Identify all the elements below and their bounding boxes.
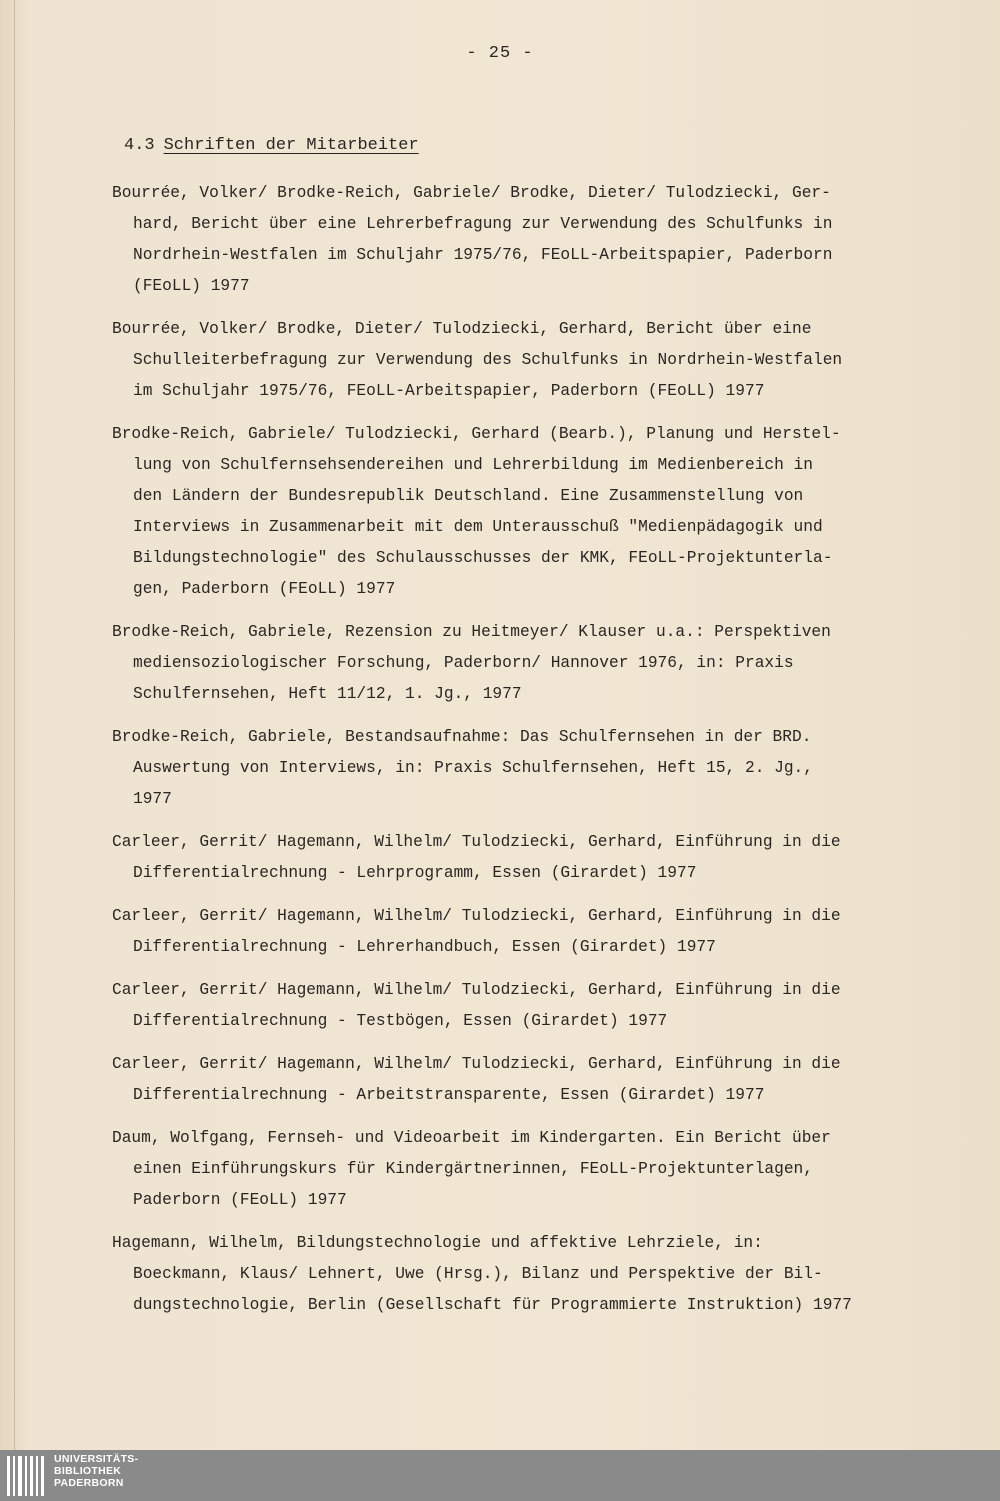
reference-entry	[112, 314, 912, 407]
reference-continuation-line: Auswertung von Interviews, in: Praxis Schulfernsehen, Heft 15, 2. Jg.,	[133, 759, 813, 777]
reference-continuation-line: Differentialrechnung - Testbögen, Essen (Girardet) 1977	[133, 1012, 668, 1030]
reference-continuation-line: Schulleiterbefragung zur Verwendung des Schulfunks in Nordrhein-Westfalen	[133, 351, 843, 369]
reference-first-line: Bourrée, Volker/ Brodke, Dieter/ Tulodziecki, Gerhard, Bericht über eine	[112, 320, 812, 338]
reference-entry	[112, 419, 912, 605]
reference-continuation-line: Boeckmann, Klaus/ Lehnert, Uwe (Hrsg.), Bilanz und Perspektive der Bil-	[133, 1265, 823, 1283]
section-heading	[124, 136, 419, 155]
reference-continuation-line: 1977	[133, 790, 172, 808]
reference-continuation-line: lung von Schulfernsehsendereihen und Lehrerbildung im Medienbereich in	[133, 456, 813, 474]
reference-first-line: Brodke-Reich, Gabriele, Bestandsaufnahme: Das Schulfernsehen in der BRD.	[112, 728, 812, 746]
library-footer	[0, 1450, 1000, 1501]
reference-entry	[112, 1228, 912, 1321]
section-number: 4.3	[124, 136, 155, 155]
page-number: - 25 -	[466, 44, 534, 63]
reference-entry	[112, 1049, 912, 1111]
library-logo-line: PADERBORN	[54, 1477, 124, 1489]
library-logo-text	[54, 1453, 138, 1489]
reference-continuation-line: den Ländern der Bundesrepublik Deutschland. Eine Zusammenstellung von	[133, 487, 804, 505]
reference-continuation-line: dungstechnologie, Berlin (Gesellschaft für Programmierte Instruktion) 1977	[133, 1296, 852, 1314]
reference-first-line: Hagemann, Wilhelm, Bildungstechnologie und affektive Lehrziele, in:	[112, 1234, 763, 1252]
reference-first-line: Carleer, Gerrit/ Hagemann, Wilhelm/ Tulodziecki, Gerhard, Einführung in die	[112, 981, 841, 999]
reference-continuation-line: Differentialrechnung - Lehrprogramm, Essen (Girardet) 1977	[133, 864, 697, 882]
reference-continuation-line: Differentialrechnung - Arbeitstransparente, Essen (Girardet) 1977	[133, 1086, 765, 1104]
reference-continuation-line: mediensoziologischer Forschung, Paderborn/ Hannover 1976, in: Praxis	[133, 654, 794, 672]
reference-continuation-line: Bildungstechnologie" des Schulausschusses der KMK, FEoLL-Projektunterla-	[133, 549, 833, 567]
reference-list	[112, 178, 912, 1333]
reference-continuation-line: Paderborn (FEoLL) 1977	[133, 1191, 347, 1209]
reference-first-line: Daum, Wolfgang, Fernseh- und Videoarbeit im Kindergarten. Ein Bericht über	[112, 1129, 831, 1147]
reference-entry	[112, 1123, 912, 1216]
section-title: Schriften der Mitarbeiter	[163, 136, 419, 155]
reference-first-line: Brodke-Reich, Gabriele, Rezension zu Heitmeyer/ Klauser u.a.: Perspektiven	[112, 623, 831, 641]
reference-first-line: Carleer, Gerrit/ Hagemann, Wilhelm/ Tulodziecki, Gerhard, Einführung in die	[112, 1055, 841, 1073]
reference-continuation-line: Schulfernsehen, Heft 11/12, 1. Jg., 1977	[133, 685, 522, 703]
library-logo-line: BIBLIOTHEK	[54, 1465, 122, 1477]
reference-entry	[112, 975, 912, 1037]
reference-continuation-line: (FEoLL) 1977	[133, 277, 250, 295]
reference-continuation-line: einen Einführungskurs für Kindergärtnerinnen, FEoLL-Projektunterlagen,	[133, 1160, 813, 1178]
reference-entry	[112, 901, 912, 963]
reference-continuation-line: Differentialrechnung - Lehrerhandbuch, Essen (Girardet) 1977	[133, 938, 716, 956]
reference-first-line: Brodke-Reich, Gabriele/ Tulodziecki, Gerhard (Bearb.), Planung und Herstel-	[112, 425, 841, 443]
reference-entry	[112, 178, 912, 302]
reference-continuation-line: Interviews in Zusammenarbeit mit dem Unterausschuß "Medienpädagogik und	[133, 518, 823, 536]
reference-continuation-line: Nordrhein-Westfalen im Schuljahr 1975/76, FEoLL-Arbeitspapier, Paderborn	[133, 246, 833, 264]
library-logo-bars-icon	[6, 1454, 46, 1498]
reference-entry	[112, 827, 912, 889]
reference-entry	[112, 722, 912, 815]
reference-continuation-line: gen, Paderborn (FEoLL) 1977	[133, 580, 396, 598]
reference-continuation-line: im Schuljahr 1975/76, FEoLL-Arbeitspapier, Paderborn (FEoLL) 1977	[133, 382, 765, 400]
reference-first-line: Carleer, Gerrit/ Hagemann, Wilhelm/ Tulodziecki, Gerhard, Einführung in die	[112, 907, 841, 925]
reference-first-line: Bourrée, Volker/ Brodke-Reich, Gabriele/ Brodke, Dieter/ Tulodziecki, Ger-	[112, 184, 831, 202]
library-logo-line: UNIVERSITÄTS-	[54, 1453, 139, 1465]
reference-continuation-line: hard, Bericht über eine Lehrerbefragung zur Verwendung des Schulfunks in	[133, 215, 833, 233]
page-edge	[14, 0, 15, 1450]
reference-first-line: Carleer, Gerrit/ Hagemann, Wilhelm/ Tulodziecki, Gerhard, Einführung in die	[112, 833, 841, 851]
reference-entry	[112, 617, 912, 710]
